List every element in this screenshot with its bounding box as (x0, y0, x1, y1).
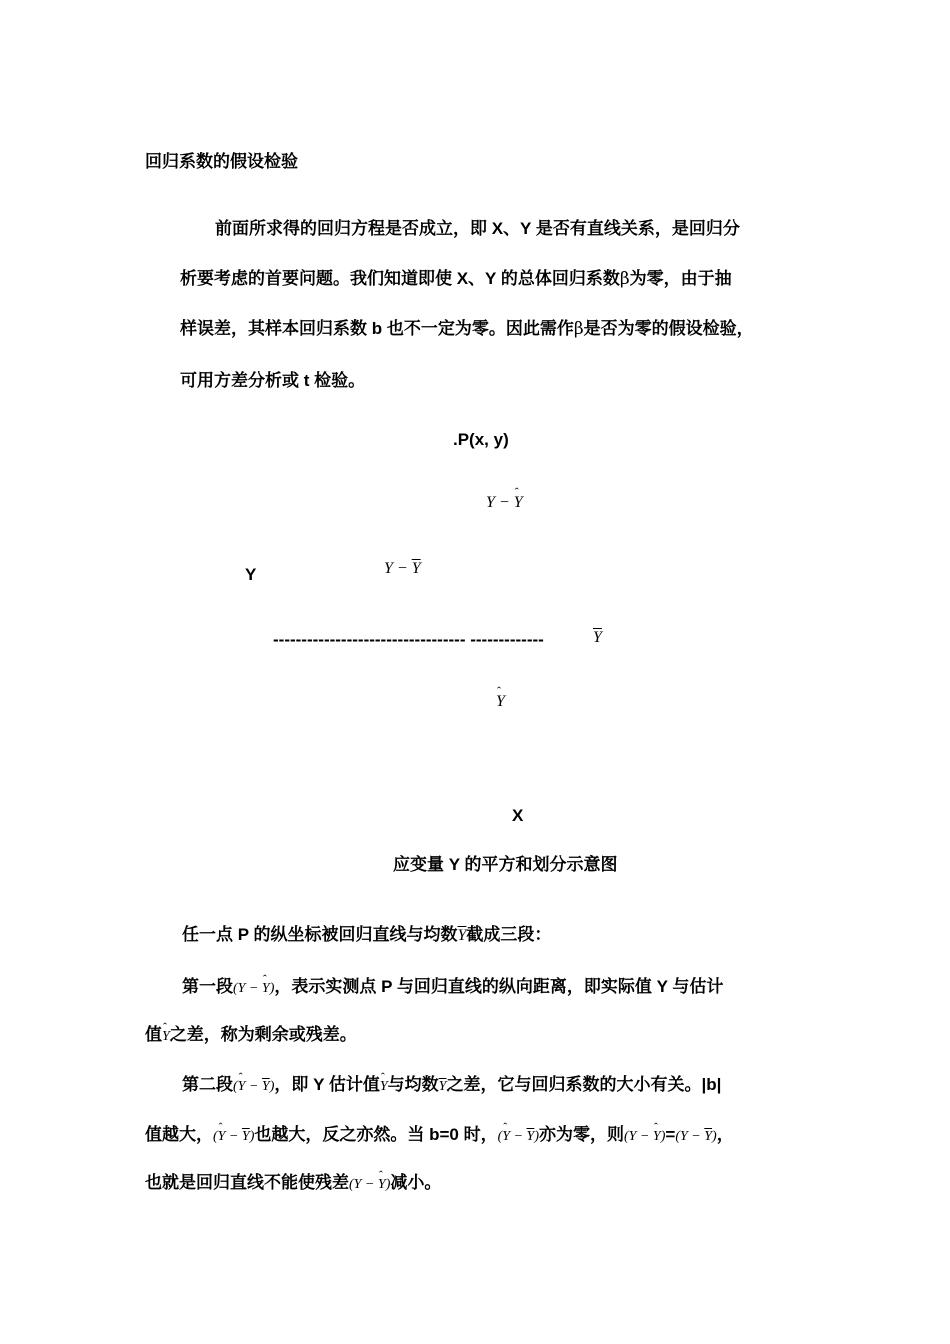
fitted-value-label: Y ˆ (496, 693, 505, 711)
figure-caption: 应变量 Y 的平方和划分示意图 (393, 855, 618, 874)
beta-symbol: β (573, 319, 584, 339)
point-label: .P(x, y) (453, 430, 509, 449)
para-segment-1: 第一段(Y − Y ˆ)，表示实测点 P 与回归直线的纵向距离，即实际值 Y 与估计 (182, 972, 723, 997)
para-segment-1-cont: 值Y ˆ之差，称为剩余或残差。 (145, 1020, 357, 1045)
residual-expression: Y − Y ˆ (486, 494, 523, 512)
para-segment-2-end: 也就是回归直线不能使残差(Y − Y ˆ)减小。 (145, 1168, 441, 1193)
x-axis-label: X (512, 806, 524, 825)
para-segment-2: 第二段(Y ˆ − $\overline{Y}$)，即 Y 估计值Y ˆ与均数$\overline{Y}$之差，它与回归系数的大小有关。|b| (182, 1070, 721, 1095)
mean-line-dashed: ---------------------------------- ------------- (273, 630, 544, 649)
intro-line-3: 样误差，其样本回归系数 b 也不一定为零。因此需作β是否为零的假设检验， (180, 319, 754, 339)
total-deviation-expression: $Y - \overline{Y}$ (384, 560, 421, 577)
y-axis-label: Y (245, 565, 257, 584)
section-title: 回归系数的假设检验 (145, 152, 298, 171)
intro-line-2: 析要考虑的首要问题。我们知道即使 X、Y 的总体回归系数β为零，由于抽 (180, 269, 732, 289)
intro-line-1: 前面所求得的回归方程是否成立，即 X、Y 是否有直线关系，是回归分 (215, 219, 740, 238)
para-segment-2-cont: 值越大，(Y ˆ − $\overline{Y}$)也越大，反之亦然。当 b=0 时，(Y ˆ − $\overline{Y}$)亦为零，则(Y − Y ˆ)=(Y − $\overline{Y}$)， (145, 1120, 734, 1145)
intro-line-4: 可用方差分析或 t 检验。 (180, 371, 366, 390)
beta-symbol: β (619, 269, 630, 289)
mean-label: $\overline{Y}$ (593, 629, 602, 646)
para-three-segments: 任一点 P 的纵坐标被回归直线与均数$\overline{Y}$截成三段： (182, 925, 552, 944)
